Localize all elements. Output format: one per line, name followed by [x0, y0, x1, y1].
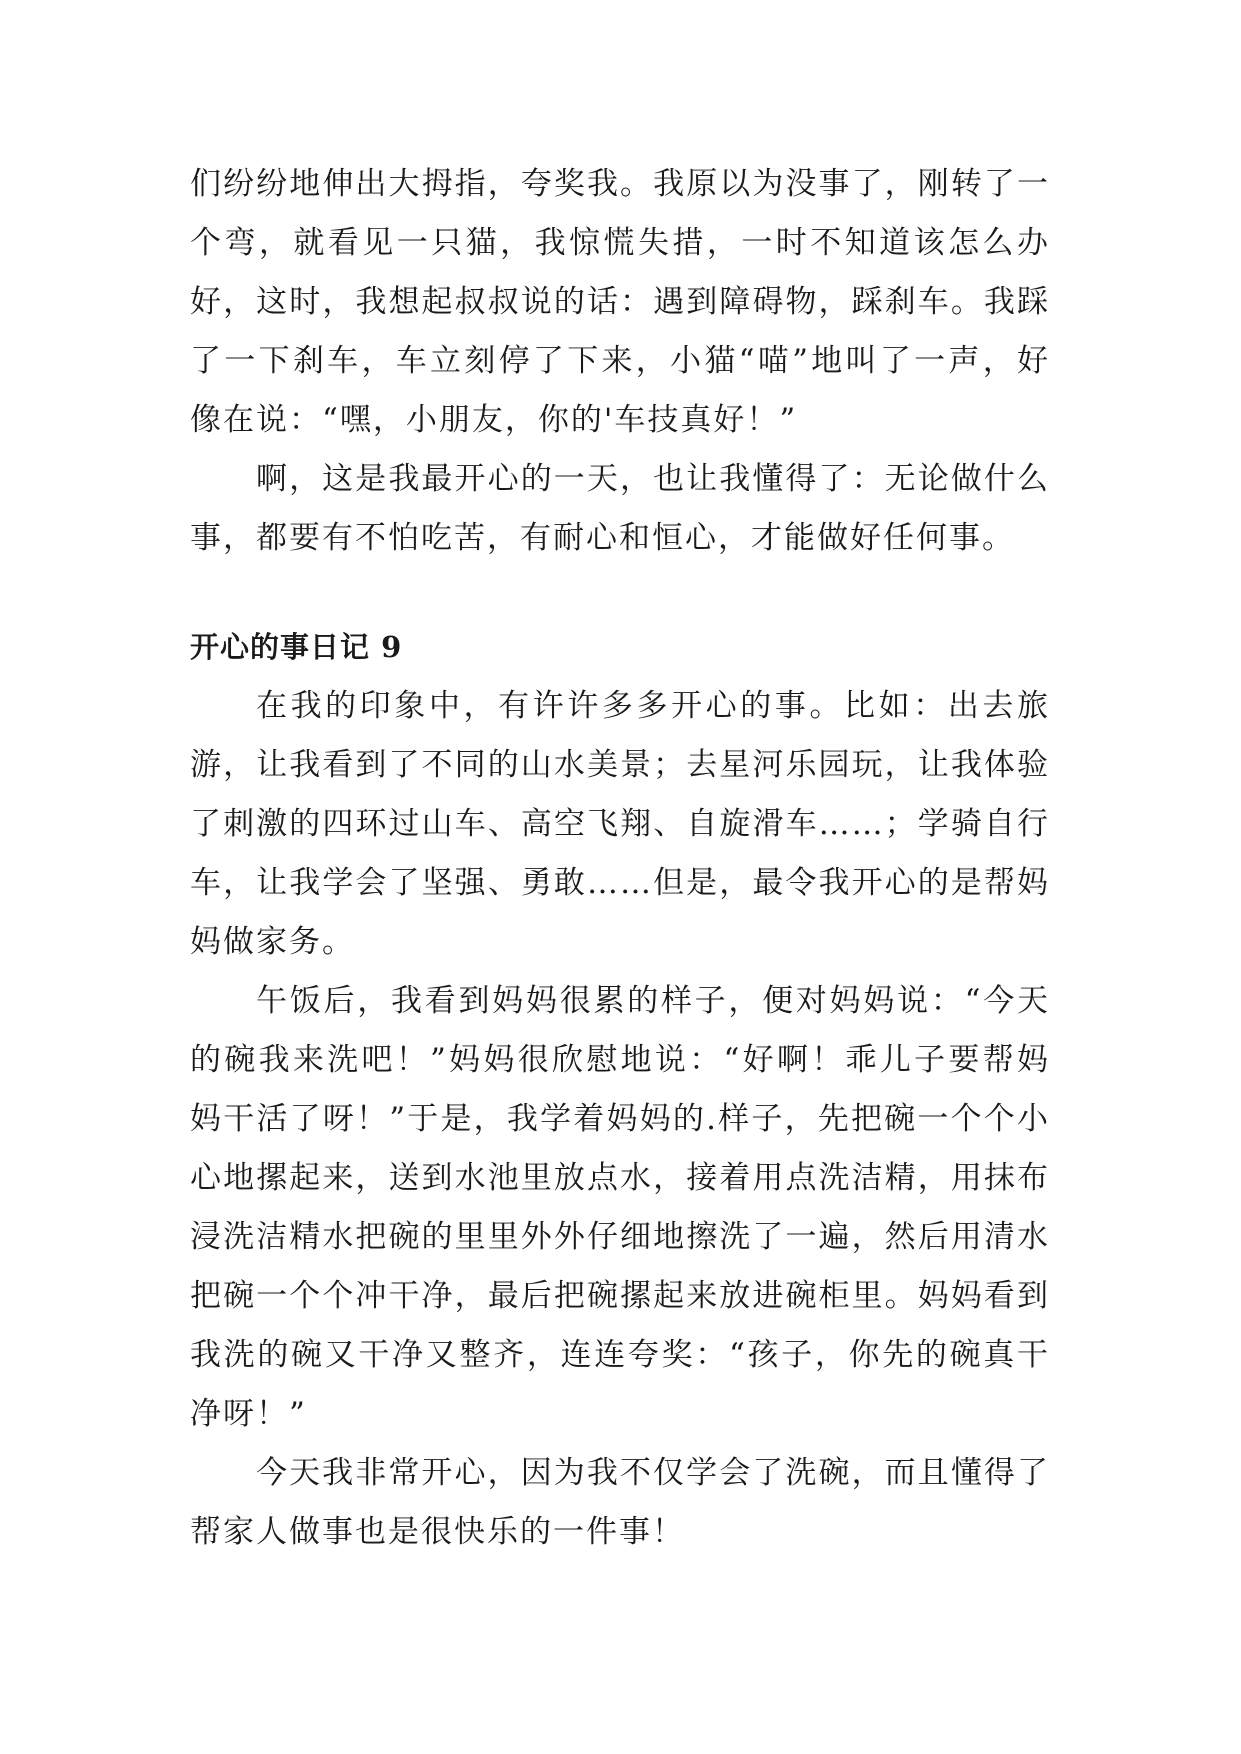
section-title: 开心的事日记 9 [190, 630, 403, 664]
paragraph-ending: 今天我非常开心，因为我不仅学会了洗碗，而且懂得了帮家人做事也是很快乐的一件事！ [190, 1455, 1050, 1550]
paragraph-washing-dishes: 午饭后，我看到妈妈很累的样子，便对妈妈说：“今天的碗我来洗吧！”妈妈很欣慰地说：“好啊！乖儿子要帮妈妈干活了呀！”于是，我学着妈妈的.样子，先把碗一个个小心地摞起来，送到水池里放点水，接着用点洗洁精，用抹布浸洗洁精水把碗的里里外外仔细地擦洗了一遍，然后用清水把碗一个个冲干净，最后把碗摞起来放进碗柜里。妈妈看到我洗的碗又干净又整齐，连连夸奖：“孩子，你先的碗真干净呀！” [190, 983, 1050, 1432]
paragraph-continued: 们纷纷地伸出大拇指，夸奖我。我原以为没事了，刚转了一个弯，就看见一只猫，我惊慌失措，一时不知道该怎么办好，这时，我想起叔叔说的话：遇到障碍物，踩刹车。我踩了一下刹车，车立刻停了下来，小猫“喵”地叫了一声，好像在说：“嘿，小朋友，你的'车技真好！” [190, 166, 1050, 438]
paragraph-conclusion: 啊，这是我最开心的一天，也让我懂得了：无论做什么事，都要有不怕吃苦，有耐心和恒心，才能做好任何事。 [190, 461, 1050, 556]
paragraph-intro: 在我的印象中，有许许多多开心的事。比如：出去旅游，让我看到了不同的山水美景；去星河乐园玩，让我体验了刺激的四环过山车、高空飞翔、自旋滑车……；学骑自行车，让我学会了坚强、勇敢……但是，最令我开心的是帮妈妈做家务。 [190, 688, 1050, 960]
document-body [190, 155, 1050, 1562]
